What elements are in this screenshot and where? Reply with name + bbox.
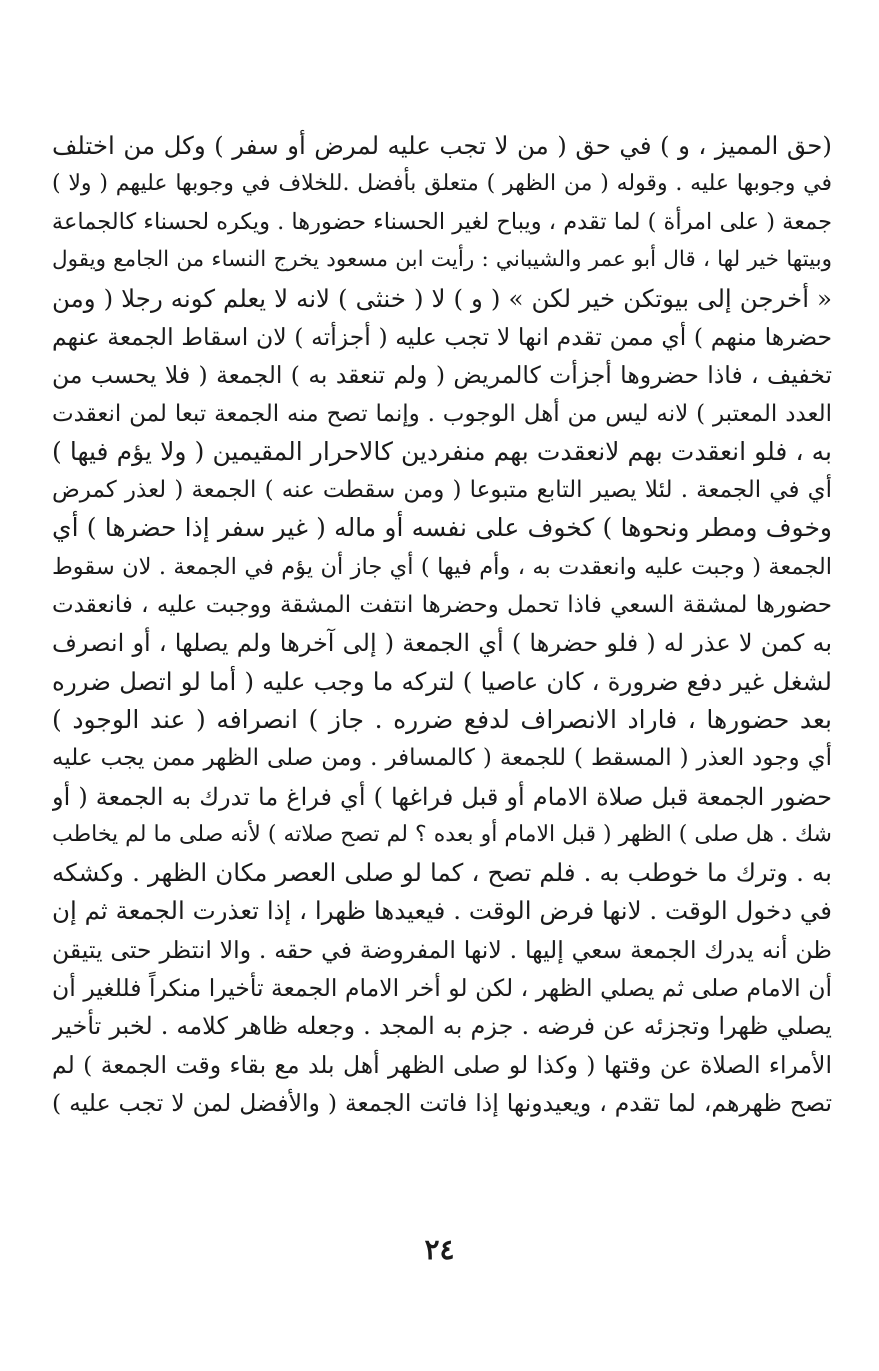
- text-line: لشغل غير دفع ضرورة ، كان عاصيا ) لتركه ما وجب عليه ( أما لو اتصل ضرره: [52, 667, 832, 696]
- text-line: أي وجود العذر ( المسقط ) للجمعة ( كالمسافر . ومن صلى الظهر ممن يجب عليه: [52, 745, 832, 771]
- text-line: شك . هل صلى ) الظهر ( قبل الامام أو بعده ؟ لم تصح صلاته ) لأنه صلى ما لم يخاطب: [52, 822, 832, 847]
- text-line: العدد المعتبر ) لانه ليس من أهل الوجوب . وإنما تصح منه الجمعة تبعا لمن انعقدت: [52, 401, 832, 427]
- page-number: ٢٤: [424, 1233, 455, 1266]
- text-line: حضرها منهم ) أي ممن تقدم انها لا تجب عليه ( أجزأته ) لان اسقاط الجمعة عنهم: [52, 323, 832, 351]
- text-line: حضور الجمعة قبل صلاة الامام أو قبل فراغها ) أي فراغ ما تدرك به الجمعة ( أو: [52, 783, 832, 811]
- text-line: أن الامام صلى ثم يصلي الظهر ، لكن لو أخر الامام الجمعة تأخيرا منكراً فللغير أن: [52, 974, 832, 1002]
- text-line: حضورها لمشقة السعي فاذا تحمل وحضرها انتفت المشقة ووجبت عليه ، فانعقدت: [52, 592, 832, 618]
- text-line: بعد حضورها ، فاراد الانصراف لدفع ضرره . جاز ) انصرافه ( عند الوجود ): [52, 705, 832, 734]
- text-line: في وجوبها عليه . وقوله ( من الظهر ) متعلق بأفضل .للخلاف في وجوبها عليهم ( ولا ): [52, 171, 832, 196]
- text-line: (حق المميز ، و ) في حق ( من لا تجب عليه لمرض أو سفر ) وكل من اختلف: [52, 131, 832, 160]
- text-line: به كمن لا عذر له ( فلو حضرها ) أي الجمعة ( إلى آخرها ولم يصلها ، أو انصرف: [52, 629, 832, 657]
- text-line: وبيتها خير لها ، قال أبو عمر والشيباني : رأيت ابن مسعود يخرج النساء من الجامع ويقول: [52, 247, 832, 272]
- text-line: تصح ظهرهم، لما تقدم ، ويعيدونها إذا فاتت الجمعة ( والأفضل لمن لا تجب عليه ): [52, 1089, 832, 1117]
- text-line: يصلي ظهرا وتجزئه عن فرضه . جزم به المجد . وجعله ظاهر كلامه . لخبر تأخير: [52, 1012, 832, 1040]
- text-line: به . وترك ما خوطب به . فلم تصح ، كما لو صلى العصر مكان الظهر . وكشكه: [52, 858, 832, 887]
- text-line: « أخرجن إلى بيوتكن خير لكن » ( و ) لا ( خنثى ) لانه لا يعلم كونه رجلا ( ومن: [52, 284, 832, 313]
- text-line: الأمراء الصلاة عن وقتها ( وكذا لو صلى الظهر أهل بلد مع بقاء وقت الجمعة ) لم: [52, 1051, 832, 1079]
- text-line: أي في الجمعة . لئلا يصير التابع متبوعا ( ومن سقطت عنه ) الجمعة ( لعذر كمرض: [52, 477, 832, 503]
- text-line: جمعة ( على امرأة ) لما تقدم ، ويباح لغير الحسناء حضورها . ويكره لحسناء كالجماعة: [52, 209, 832, 235]
- text-line: تخفيف ، فاذا حضروها أجزأت كالمريض ( ولم تنعقد به ) الجمعة ( فلا يحسب من: [52, 361, 832, 389]
- text-line: في دخول الوقت . لانها فرض الوقت . فيعيدها ظهرا ، إذا تعذرت الجمعة ثم إن: [52, 896, 832, 925]
- text-line: الجمعة ( وجبت عليه وانعقدت به ، وأم فيها ) أي جاز أن يؤم في الجمعة . لان سقوط: [52, 554, 832, 580]
- text-line: ظن أنه يدرك الجمعة سعي إليها . لانها المفروضة في حقه . والا انتظر حتى يتيقن: [52, 936, 832, 964]
- text-line: به ، فلو انعقدت بهم لانعقدت بهم منفردين كالاحرار المقيمين ( ولا يؤم فيها ): [52, 437, 832, 466]
- text-line: وخوف ومطر ونحوها ) كخوف على نفسه أو ماله ( غير سفر إذا حضرها ) أي: [52, 513, 832, 542]
